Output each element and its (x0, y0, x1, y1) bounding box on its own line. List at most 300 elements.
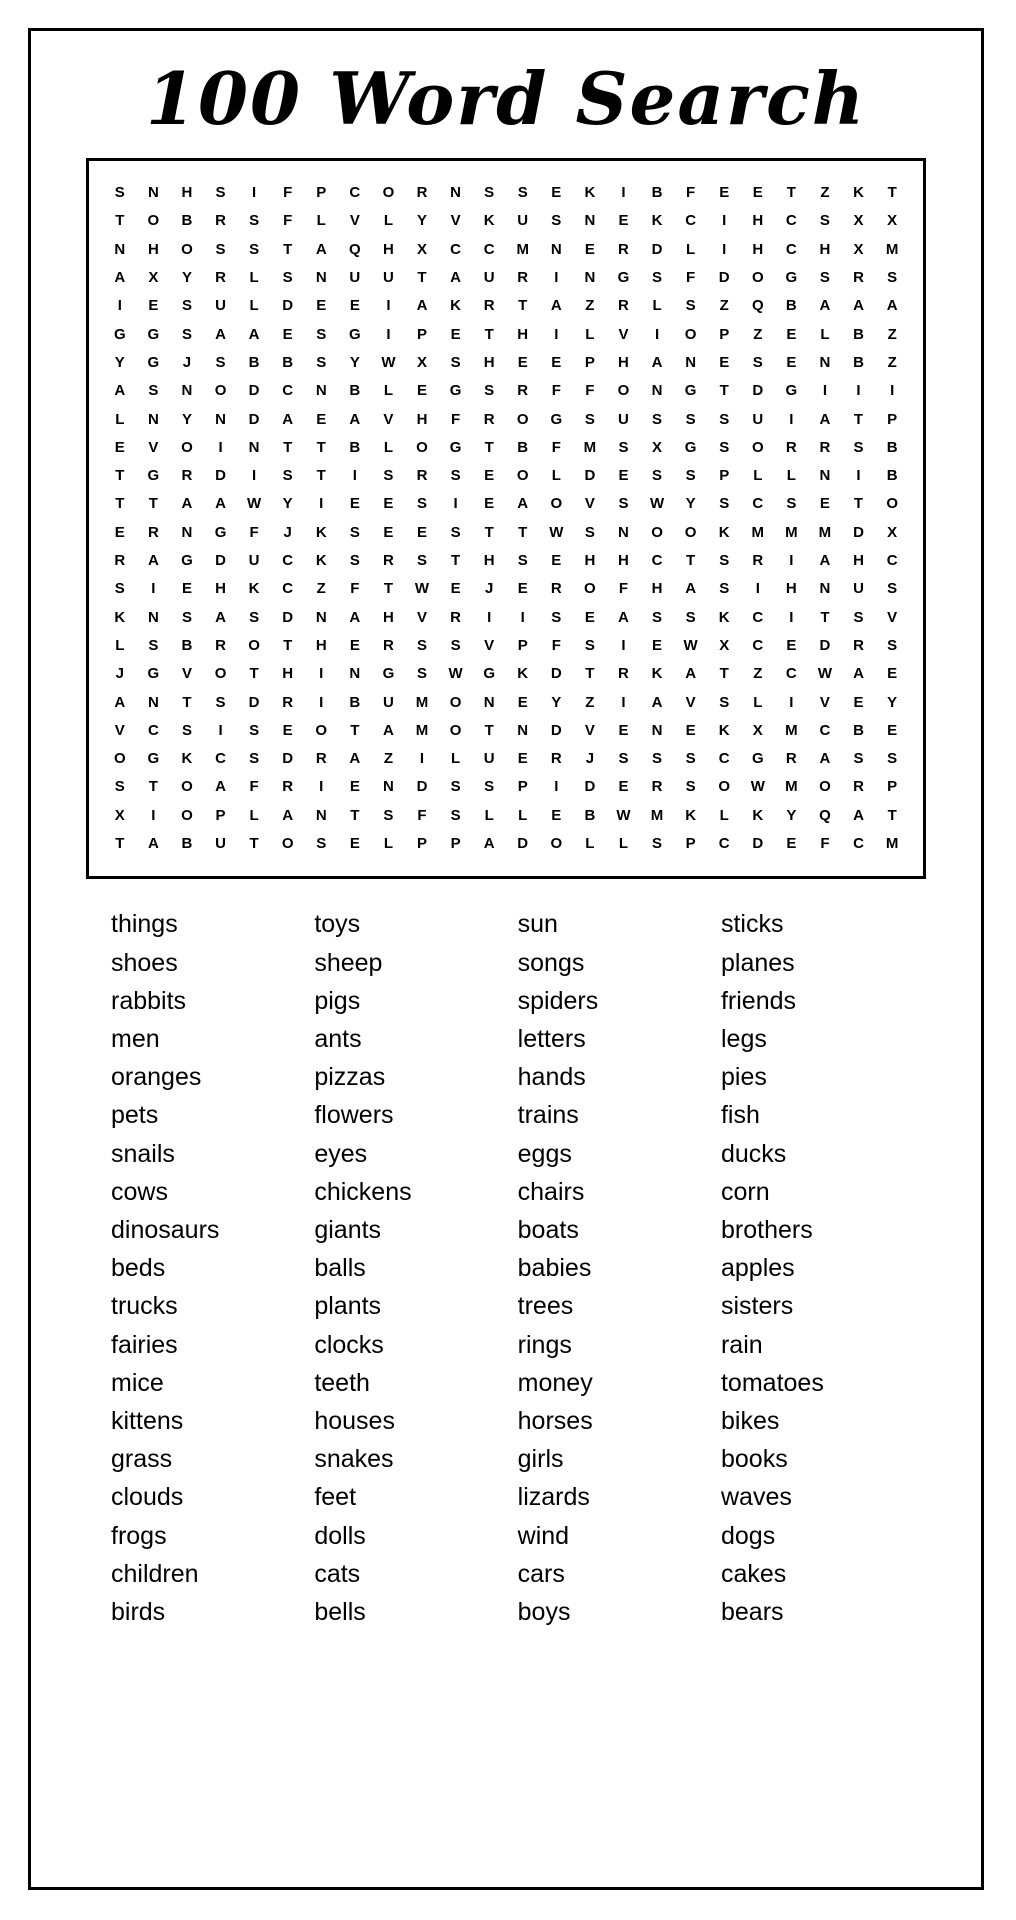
grid-cell: L (383, 382, 393, 400)
grid-cell: Z (753, 665, 763, 683)
grid-cell: F (551, 636, 561, 654)
grid-cell: G (147, 353, 160, 371)
grid-cell: D (248, 693, 260, 711)
grid-cell: E (551, 552, 562, 570)
word-list-item: cats (314, 1559, 361, 1588)
grid-cell: P (517, 778, 528, 796)
grid-cell: M (818, 523, 832, 541)
grid-cell: T (115, 495, 125, 513)
grid-cell: X (114, 806, 125, 824)
grid-cell: V (484, 636, 495, 654)
grid-cell: V (887, 608, 898, 626)
grid-cell: N (685, 353, 697, 371)
grid-cell: S (719, 495, 730, 513)
grid-cell: O (718, 778, 731, 796)
grid-cell: N (819, 580, 831, 598)
grid-cell: D (853, 523, 864, 541)
word-list-item: trains (517, 1101, 579, 1130)
grid-cell: K (315, 552, 327, 570)
word-list-item: birds (111, 1597, 166, 1626)
grid-cell: T (350, 721, 360, 739)
word-list-item: horses (517, 1406, 593, 1435)
grid-cell: V (685, 693, 696, 711)
grid-cell: N (450, 184, 461, 202)
grid-cell: S (685, 410, 696, 428)
grid-cell: Y (416, 212, 427, 230)
grid-cell: T (786, 184, 796, 202)
grid-cell: A (114, 269, 126, 287)
grid-cell: F (283, 184, 293, 202)
grid-cell: X (853, 240, 864, 258)
grid-cell: E (517, 353, 528, 371)
grid-cell: E (316, 297, 327, 315)
grid-cell: C (752, 608, 764, 626)
word-list-item: snails (111, 1139, 175, 1168)
grid-cell: Z (316, 580, 326, 598)
grid-cell: G (751, 750, 764, 768)
grid-cell: K (685, 806, 697, 824)
word-search-grid (86, 158, 926, 879)
grid-cell: S (618, 495, 629, 513)
grid-cell: G (214, 523, 227, 541)
grid-cell: B (349, 382, 361, 400)
grid-cell: G (449, 438, 462, 456)
grid-cell: C (450, 240, 461, 258)
grid-cell: S (786, 495, 797, 513)
grid-cell: S (450, 353, 461, 371)
word-list-item: spiders (517, 986, 599, 1015)
grid-cell: G (785, 382, 798, 400)
grid-cell: C (651, 552, 663, 570)
grid-cell: X (887, 212, 898, 230)
grid-cell: T (484, 523, 494, 541)
grid-cell: S (618, 438, 629, 456)
grid-cell: X (853, 212, 864, 230)
grid-cell: S (416, 552, 427, 570)
grid-cell: Q (819, 806, 831, 824)
grid-cell: A (819, 297, 831, 315)
grid-cell: B (886, 438, 898, 456)
grid-cell: C (785, 240, 797, 258)
grid-cell: C (685, 212, 697, 230)
grid-cell: S (349, 552, 360, 570)
grid-cell: S (887, 750, 898, 768)
grid-cell: N (584, 269, 596, 287)
grid-cell: M (583, 438, 597, 456)
grid-cell: N (181, 523, 193, 541)
grid-row (103, 207, 909, 235)
grid-cell: P (887, 410, 898, 428)
grid-cell: T (115, 212, 125, 230)
grid-cell: R (517, 382, 529, 400)
grid-cell: I (890, 382, 895, 400)
grid-cell: K (584, 184, 596, 202)
grid-cell: A (651, 693, 663, 711)
grid-cell: S (114, 778, 125, 796)
grid-cell: J (585, 750, 595, 768)
grid-cell: B (517, 438, 529, 456)
grid-cell: L (585, 325, 595, 343)
grid-cell: E (282, 721, 293, 739)
grid-cell: V (148, 438, 159, 456)
word-list-item: mice (111, 1368, 164, 1397)
grid-cell: R (215, 212, 226, 230)
grid-cell: D (215, 552, 226, 570)
grid-cell: R (282, 778, 294, 796)
grid-cell: A (819, 410, 831, 428)
grid-cell: E (685, 721, 696, 739)
grid-cell: N (349, 665, 361, 683)
grid-cell: B (785, 297, 797, 315)
grid-cell: Z (585, 297, 595, 315)
grid-cell: N (248, 438, 260, 456)
grid-cell: I (755, 580, 760, 598)
grid-cell: E (484, 495, 495, 513)
grid-cell: Z (719, 297, 729, 315)
grid-cell: X (416, 353, 427, 371)
word-list-item: money (517, 1368, 593, 1397)
grid-cell: H (483, 552, 495, 570)
grid-cell: S (383, 806, 394, 824)
grid-row (103, 519, 909, 547)
grid-cell: O (181, 778, 193, 796)
grid-cell: N (550, 240, 562, 258)
grid-cell: E (584, 240, 595, 258)
word-list-item: sheep (314, 948, 383, 977)
grid-cell: E (618, 212, 629, 230)
grid-cell: E (719, 353, 730, 371)
word-list-item: trucks (111, 1292, 178, 1321)
grid-cell: P (719, 325, 730, 343)
word-list-item: feet (314, 1483, 357, 1512)
grid-cell: V (819, 693, 830, 711)
word-list-item: dogs (720, 1521, 776, 1550)
grid-cell: E (584, 608, 595, 626)
grid-cell: I (621, 636, 626, 654)
grid-cell: K (718, 721, 730, 739)
word-list-item: lizards (517, 1483, 590, 1512)
grid-cell: R (382, 552, 394, 570)
grid-cell: O (516, 467, 529, 485)
grid-cell: W (817, 665, 833, 683)
grid-cell: E (719, 184, 730, 202)
grid-cell: G (113, 325, 126, 343)
grid-cell: S (416, 665, 427, 683)
word-list-item: things (111, 910, 178, 939)
grid-cell: W (247, 495, 262, 513)
grid-cell: S (652, 467, 663, 485)
grid-cell: M (415, 721, 429, 739)
grid-cell: S (215, 184, 226, 202)
grid-cell: O (181, 806, 193, 824)
grid-cell: E (282, 325, 293, 343)
grid-cell: L (316, 212, 326, 230)
grid-cell: R (215, 269, 226, 287)
grid-cell: D (584, 778, 596, 796)
grid-cell: S (181, 608, 192, 626)
grid-cell: S (416, 636, 427, 654)
grid-row (103, 689, 909, 717)
grid-cell: I (554, 778, 559, 796)
grid-cell: H (382, 608, 394, 626)
grid-cell: S (249, 721, 260, 739)
grid-cell: R (517, 269, 529, 287)
grid-cell: K (752, 806, 764, 824)
grid-cell: S (114, 580, 125, 598)
grid-cell: M (751, 523, 765, 541)
grid-cell: K (651, 665, 663, 683)
grid-cell: I (352, 467, 357, 485)
grid-row (103, 179, 909, 207)
grid-cell: S (484, 184, 495, 202)
grid-cell: Q (751, 297, 764, 315)
grid-cell: L (753, 467, 763, 485)
grid-row (103, 462, 909, 490)
grid-cell: U (483, 750, 495, 768)
word-list-item: clocks (314, 1330, 384, 1359)
word-list-item: rain (720, 1330, 763, 1359)
grid-cell: F (551, 438, 561, 456)
grid-cell: I (419, 750, 425, 768)
grid-cell: S (316, 325, 327, 343)
word-list-item: apples (720, 1254, 795, 1283)
word-list-item: hands (517, 1063, 586, 1092)
grid-cell: I (654, 325, 660, 343)
grid-cell: N (819, 353, 831, 371)
grid-cell: S (584, 636, 595, 654)
grid-cell: S (719, 410, 730, 428)
word-list-item: pigs (314, 986, 361, 1015)
grid-cell: B (181, 835, 193, 853)
word-list (111, 905, 901, 1631)
grid-cell: I (789, 693, 794, 711)
grid-cell: A (483, 835, 495, 853)
grid-cell: E (786, 325, 797, 343)
word-list-item: dinosaurs (111, 1215, 220, 1244)
grid-cell: L (249, 269, 259, 287)
grid-cell: H (215, 580, 226, 598)
grid-cell: V (383, 410, 394, 428)
word-list-item: ants (314, 1024, 362, 1053)
grid-cell: C (215, 750, 226, 768)
grid-cell: O (584, 580, 596, 598)
grid-cell: F (283, 212, 293, 230)
grid-cell: G (147, 750, 160, 768)
grid-cell: S (450, 467, 461, 485)
grid-cell: S (282, 269, 293, 287)
grid-row (103, 660, 909, 688)
grid-cell: G (617, 269, 630, 287)
grid-cell: S (584, 410, 595, 428)
word-list-item: grass (111, 1445, 173, 1474)
grid-cell: G (349, 325, 361, 343)
grid-cell: S (249, 608, 260, 626)
grid-cell: X (416, 240, 427, 258)
grid-cell: P (584, 353, 595, 371)
grid-cell: T (719, 382, 729, 400)
grid-cell: O (181, 240, 193, 258)
grid-cell: T (182, 693, 192, 711)
grid-cell: L (383, 212, 393, 230)
grid-row (103, 349, 909, 377)
grid-cell: I (487, 608, 492, 626)
grid-cell: F (249, 523, 259, 541)
word-list-item: friends (720, 986, 797, 1015)
word-list-item: balls (314, 1254, 366, 1283)
grid-cell: E (316, 410, 327, 428)
grid-cell: O (248, 636, 260, 654)
grid-cell: B (349, 693, 361, 711)
grid-cell: S (148, 636, 159, 654)
grid-cell: H (618, 552, 629, 570)
grid-cell: O (281, 835, 294, 853)
word-list-item: legs (720, 1024, 767, 1053)
grid-cell: N (483, 693, 495, 711)
grid-cell: E (887, 721, 898, 739)
grid-cell: W (616, 806, 631, 824)
grid-cell: V (181, 665, 192, 683)
grid-cell: S (887, 269, 898, 287)
grid-cell: K (651, 212, 663, 230)
grid-cell: L (518, 806, 528, 824)
grid-cell: I (218, 721, 223, 739)
word-list-item: sisters (720, 1292, 794, 1321)
grid-cell: D (215, 467, 226, 485)
grid-cell: Y (786, 806, 797, 824)
grid-cell: T (350, 806, 360, 824)
grid-cell: P (719, 467, 730, 485)
grid-cell: N (651, 721, 663, 739)
grid-cell: Y (551, 693, 562, 711)
grid-cell: I (218, 438, 223, 456)
grid-cell: B (853, 721, 864, 739)
word-list-item: children (111, 1559, 199, 1588)
grid-cell: S (719, 438, 730, 456)
grid-cell: N (382, 778, 394, 796)
grid-row (103, 377, 909, 405)
grid-cell: K (517, 665, 529, 683)
grid-cell: W (750, 778, 765, 796)
grid-cell: S (887, 580, 898, 598)
grid-cell: D (550, 721, 562, 739)
grid-cell: S (450, 778, 461, 796)
grid-cell: S (249, 212, 260, 230)
grid-cell: U (215, 297, 226, 315)
word-list-item: plants (314, 1292, 382, 1321)
grid-cell: D (718, 269, 730, 287)
grid-cell: E (114, 523, 125, 541)
grid-cell: A (215, 778, 226, 796)
grid-cell: R (819, 438, 831, 456)
grid-cell: L (820, 325, 830, 343)
grid-cell: T (518, 297, 528, 315)
grid-row (103, 575, 909, 603)
grid-cell: S (685, 608, 696, 626)
grid-cell: E (618, 721, 629, 739)
grid-cell: R (215, 636, 226, 654)
grid-cell: A (685, 580, 697, 598)
grid-cell: T (585, 665, 595, 683)
word-list-item: ducks (720, 1139, 787, 1168)
grid-cell: S (685, 467, 696, 485)
grid-cell: F (618, 580, 629, 598)
grid-cell: G (684, 438, 697, 456)
grid-cell: L (115, 410, 125, 428)
grid-cell: T (853, 410, 864, 428)
grid-cell: A (382, 721, 394, 739)
grid-cell: G (550, 410, 563, 428)
grid-cell: R (282, 693, 294, 711)
grid-cell: F (686, 184, 696, 202)
grid-cell: K (248, 580, 260, 598)
grid-cell: N (114, 240, 126, 258)
grid-cell: G (449, 382, 462, 400)
grid-cell: M (650, 806, 664, 824)
grid-cell: N (651, 382, 663, 400)
word-list-item: waves (720, 1483, 792, 1512)
grid-cell: X (752, 721, 763, 739)
grid-cell: L (585, 835, 595, 853)
grid-cell: E (517, 580, 528, 598)
grid-cell: I (319, 693, 324, 711)
word-list-item: letters (517, 1024, 586, 1053)
grid-cell: A (349, 608, 361, 626)
grid-cell: S (819, 269, 830, 287)
grid-cell: T (148, 778, 158, 796)
grid-cell: R (853, 778, 864, 796)
grid-cell: C (819, 721, 831, 739)
grid-cell: T (686, 552, 696, 570)
grid-cell: S (450, 523, 461, 541)
grid-cell: H (853, 552, 864, 570)
grid-cell: K (718, 608, 730, 626)
grid-cell: Y (887, 693, 898, 711)
grid-cell: S (282, 467, 293, 485)
word-column-2 (314, 905, 494, 1631)
grid-cell: S (383, 467, 394, 485)
grid-row (103, 547, 909, 575)
grid-cell: T (283, 636, 293, 654)
grid-cell: B (853, 353, 864, 371)
grid-cell: C (147, 721, 159, 739)
grid-cell: E (416, 523, 427, 541)
grid-cell: P (215, 806, 226, 824)
grid-cell: P (416, 835, 427, 853)
grid-row (103, 604, 909, 632)
grid-cell: G (483, 665, 495, 683)
grid-cell: M (415, 693, 429, 711)
grid-cell: H (382, 240, 394, 258)
grid-cell: A (550, 297, 562, 315)
grid-cell: E (349, 835, 360, 853)
grid-cell: B (853, 325, 864, 343)
grid-cell: Z (887, 353, 897, 371)
grid-cell: E (383, 495, 394, 513)
grid-cell: H (483, 353, 495, 371)
grid-cell: E (551, 353, 562, 371)
grid-cell: I (621, 693, 626, 711)
grid-cell: B (349, 438, 361, 456)
grid-cell: R (785, 438, 797, 456)
grid-cell: Y (181, 269, 192, 287)
word-list-item: planes (720, 948, 795, 977)
grid-row (103, 321, 909, 349)
grid-cell: T (115, 835, 125, 853)
grid-cell: E (551, 184, 562, 202)
grid-cell: C (752, 495, 764, 513)
grid-cell: I (789, 410, 794, 428)
grid-cell: E (517, 693, 528, 711)
